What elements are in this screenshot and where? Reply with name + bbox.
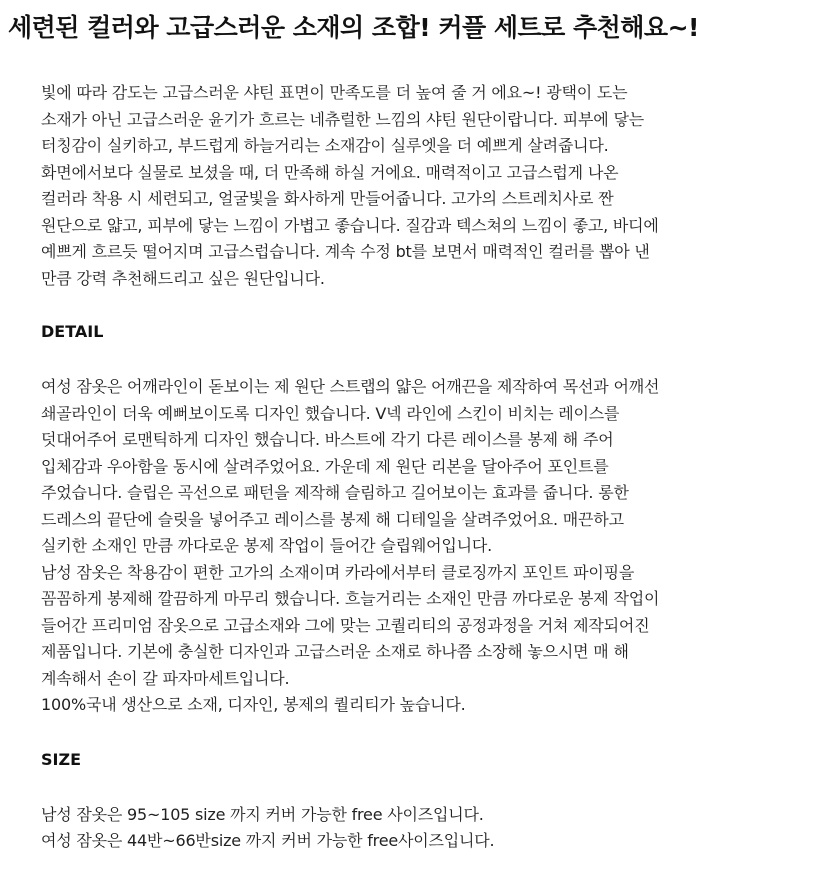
intro-line: 예쁘게 흐르듯 떨어지며 고급스럽습니다. 계속 수정 bt를 보면서 매력적인 컬러를 뽑아 낸 [41,242,650,261]
size-line: 남성 잠옷은 95~105 size 까지 커버 가능한 free 사이즈입니다. [41,804,484,824]
detail-line: 계속해서 손이 갈 파자마세트입니다. [41,668,290,688]
detail-heading: DETAIL [41,322,104,341]
page-title: 세련된 컬러와 고급스러운 소재의 조합! 커플 세트로 추천해요~! [8,13,699,42]
intro-line: 터칭감이 실키하고, 부드럽게 하늘거리는 소재감이 실루엣을 더 예쁘게 살려줍니다. [41,136,609,155]
section-gap [41,719,821,747]
section-gap [41,292,821,319]
detail-line: 덧대어주어 로맨틱하게 디자인 했습니다. 바스트에 각기 다른 레이스를 봉제 해 주어 [41,430,614,449]
size-line: 여성 잠옷은 44반~66반size 까지 커버 가능한 free사이즈입니다. [41,831,495,850]
intro-line: 만큼 강력 추천해드리고 싶은 원단입니다. [41,268,325,288]
detail-line: 주었습니다. 슬립은 곡선으로 패턴을 제작해 슬림하고 길어보이는 효과를 줍니다. 롱한 [41,483,629,502]
detail-line: 꼼꼼하게 봉제해 깔끔하게 마무리 했습니다. 흐늘거리는 소재인 만큼 까다로운 봉제 작업이 [41,589,660,608]
intro-line: 빛에 따라 감도는 고급스러운 샤틴 표면이 만족도를 더 높여 줄 거 에요~! 광택이 도는 [41,83,628,102]
detail-paragraph [41,374,821,719]
detail-line: 제품입니다. 기본에 충실한 디자인과 고급스러운 소재로 하나쯤 소장해 놓으시면 매 해 [41,642,629,661]
section-gap [41,345,821,374]
intro-line: 원단으로 얇고, 피부에 닿는 느낌이 가볍고 좋습니다. 질감과 텍스쳐의 느낌이 좋고, 바디에 [41,215,659,235]
product-description [41,80,821,855]
detail-line: 남성 잠옷은 착용감이 편한 고가의 소재이며 카라에서부터 클로징까지 포인트 파이핑을 [41,562,635,582]
detail-line: 실키한 소재인 만큼 까다로운 봉제 작업이 들어간 슬립웨어입니다. [41,536,493,555]
intro-paragraph [41,80,821,292]
detail-line: 100%국내 생산으로 소재, 디자인, 봉제의 퀄리티가 높습니다. [41,695,466,714]
intro-line: 컬러라 착용 시 세련되고, 얼굴빛을 화사하게 만들어줍니다. 고가의 스트레치사로 짠 [41,189,614,208]
size-heading: SIZE [41,749,82,769]
intro-line: 소재가 아닌 고급스러운 윤기가 흐르는 네츄럴한 느낌의 샤틴 원단이랍니다. 피부에 닿는 [41,109,644,129]
detail-line: 여성 잠옷은 어깨라인이 돋보이는 제 원단 스트랩의 얇은 어깨끈을 제작하여 목선과 어깨선 [41,377,660,396]
detail-line: 입체감과 우아함을 동시에 살려주었어요. 가운데 제 원단 리본을 달아주어 포인트를 [41,456,609,476]
detail-line: 드레스의 끝단에 슬릿을 넣어주고 레이스를 봉제 해 디테일을 살려주었어요. 매끈하고 [41,509,624,529]
size-paragraph [41,802,821,855]
intro-line: 화면에서보다 실물로 보셨을 때, 더 만족해 하실 거에요. 매력적이고 고급스럽게 나온 [41,162,619,182]
detail-line: 들어간 프리미엄 잠옷으로 고급소재와 그에 맞는 고퀄리티의 공정과정을 거쳐 제작되어진 [41,615,650,635]
section-gap [41,773,821,802]
detail-line: 쇄골라인이 더욱 예뻐보이도록 디자인 했습니다. V넥 라인에 스킨이 비치는 레이스를 [41,403,620,423]
